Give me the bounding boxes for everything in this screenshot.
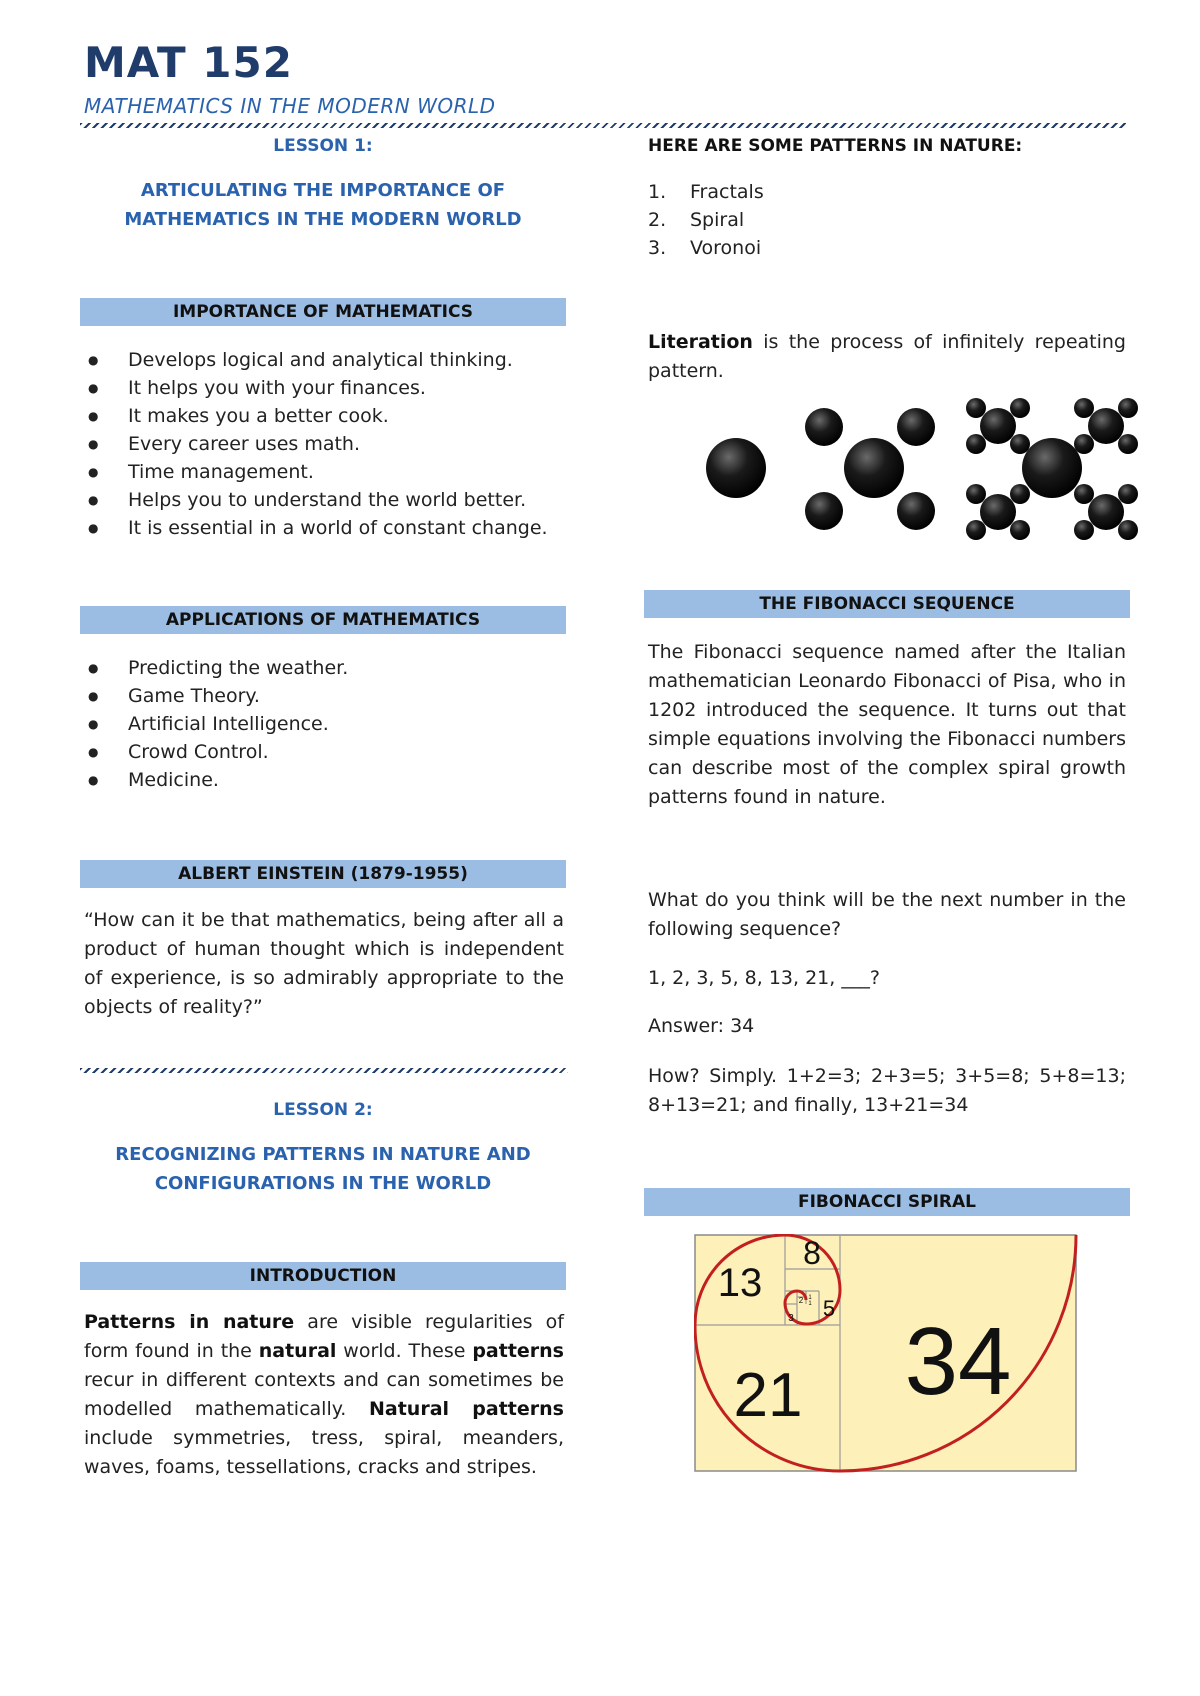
importance-heading: IMPORTANCE OF MATHEMATICS xyxy=(80,298,566,326)
application-item: ● Predicting the weather. xyxy=(84,654,574,682)
question-prompt: What do you think will be the next number in the following sequence? xyxy=(648,889,1126,940)
course-title: MATHEMATICS IN THE MODERN WORLD xyxy=(84,94,496,118)
intro-bold-natural: natural xyxy=(258,1340,337,1362)
applications-list xyxy=(84,654,574,794)
einstein-heading: ALBERT EINSTEIN (1879-1955) xyxy=(80,860,566,888)
fibonacci-spiral-illustration xyxy=(694,1234,1078,1476)
literation-text xyxy=(648,328,1126,386)
dot xyxy=(706,438,766,498)
pattern-item-label: Spiral xyxy=(690,209,745,231)
spiral-label-5: 5 xyxy=(822,1296,836,1321)
lesson2-title-line2: CONFIGURATIONS IN THE WORLD xyxy=(154,1173,492,1194)
iteration-dots-illustration xyxy=(690,392,1150,552)
lesson2-title-line1: RECOGNIZING PATTERNS IN NATURE AND xyxy=(115,1144,531,1165)
patterns-heading: HERE ARE SOME PATTERNS IN NATURE: xyxy=(648,136,1023,156)
lesson1-title xyxy=(80,176,566,234)
spiral-label-21: 21 xyxy=(733,1361,803,1430)
lesson2-label: LESSON 2: xyxy=(273,1100,373,1120)
importance-item: ● Time management. xyxy=(84,458,574,486)
fibonacci-heading: THE FIBONACCI SEQUENCE xyxy=(644,590,1130,618)
dot xyxy=(897,408,935,446)
importance-item: ● Helps you to understand the world better. xyxy=(84,486,574,514)
intro-bold-natural-patterns: Natural patterns xyxy=(369,1398,564,1420)
importance-item: ● It makes you a better cook. xyxy=(84,402,574,430)
iteration-stage-2 xyxy=(805,408,935,530)
introduction-heading: INTRODUCTION xyxy=(80,1262,566,1290)
intro-bold-patterns: patterns xyxy=(472,1340,564,1362)
application-item: ● Game Theory. xyxy=(84,682,574,710)
importance-item: ● It is essential in a world of constant change. xyxy=(84,514,574,542)
spiral-label-8: 8 xyxy=(803,1235,821,1271)
spiral-heading: FIBONACCI SPIRAL xyxy=(644,1188,1130,1216)
intro-bold-patterns-in-nature: Patterns in nature xyxy=(84,1311,295,1333)
einstein-quote: “How can it be that mathematics, being after all a product of human thought which is independent of experience, is so admirably appropriate to the objects of reality?” xyxy=(84,909,564,1018)
application-item: ● Medicine. xyxy=(84,766,574,794)
question-answer: Answer: 34 xyxy=(648,1015,755,1037)
course-code: MAT 152 xyxy=(84,38,293,87)
spiral-label-1a: 1 xyxy=(808,1295,812,1301)
spiral-label-13: 13 xyxy=(717,1261,763,1305)
importance-item: ● Every career uses math. xyxy=(84,430,574,458)
iteration-stage-1 xyxy=(706,438,766,498)
dot xyxy=(805,492,843,530)
spiral-label-3: 3 xyxy=(788,1313,794,1324)
application-item: ● Artificial Intelligence. xyxy=(84,710,574,738)
intro-text-1: are visible regularities of form found in the xyxy=(84,1311,564,1362)
application-item: ● Crowd Control. xyxy=(84,738,574,766)
dot xyxy=(897,492,935,530)
spiral-label-34: 34 xyxy=(904,1308,1012,1415)
pattern-item xyxy=(648,234,1118,262)
question-how: How? Simply. 1+2=3; 2+3=5; 3+5=8; 5+8=13; 8+13=21; and finally, 13+21=34 xyxy=(648,1065,1126,1116)
pattern-item-number: 1. xyxy=(648,181,667,203)
pattern-item-number: 3. xyxy=(648,237,667,259)
importance-list xyxy=(84,346,574,542)
importance-item: ● It helps you with your finances. xyxy=(84,374,574,402)
dot xyxy=(844,438,904,498)
pattern-item xyxy=(648,178,1118,206)
pattern-item-number: 2. xyxy=(648,209,667,231)
pattern-item-label: Voronoi xyxy=(690,237,762,259)
dot xyxy=(805,408,843,446)
header-divider xyxy=(80,123,1126,128)
lesson-divider xyxy=(80,1068,568,1073)
question-sequence: 1, 2, 3, 5, 8, 13, 21, ___? xyxy=(648,967,880,989)
lesson1-title-line1: ARTICULATING THE IMPORTANCE OF xyxy=(140,180,506,201)
lesson1-label: LESSON 1: xyxy=(273,136,373,156)
pattern-item-label: Fractals xyxy=(690,181,764,203)
spiral-label-1b: 1 xyxy=(808,1301,812,1307)
intro-text-2: world. These xyxy=(336,1340,473,1362)
patterns-list xyxy=(648,178,1118,262)
dot xyxy=(1022,438,1082,498)
pattern-item xyxy=(648,206,1118,234)
lesson1-title-line2: MATHEMATICS IN THE MODERN WORLD xyxy=(124,209,522,230)
importance-item: ● Develops logical and analytical thinking. xyxy=(84,346,574,374)
intro-text-3: recur in different contexts and can sometimes be modelled mathematically. xyxy=(84,1369,564,1420)
literation-definition: is the process of infinitely repeating pattern. xyxy=(648,331,1126,382)
literation-term: Literation xyxy=(648,331,753,353)
fibonacci-text: The Fibonacci sequence named after the Italian mathematician Leonardo Fibonacci of Pisa, who in 1202 introduced the sequence. It turns out that simple equations involving the Fibonacci numbers can describe most of the complex spiral growth patterns found in nature. xyxy=(648,641,1126,808)
intro-text-4: include symmetries, tress, spiral, meanders, waves, foams, tessellations, cracks and stripes. xyxy=(84,1427,564,1478)
iteration-stage-3 xyxy=(966,398,1138,540)
introduction-text xyxy=(84,1308,564,1482)
applications-heading: APPLICATIONS OF MATHEMATICS xyxy=(80,606,566,634)
spiral-label-2: 2 xyxy=(798,1296,804,1305)
lesson2-title xyxy=(80,1140,566,1198)
